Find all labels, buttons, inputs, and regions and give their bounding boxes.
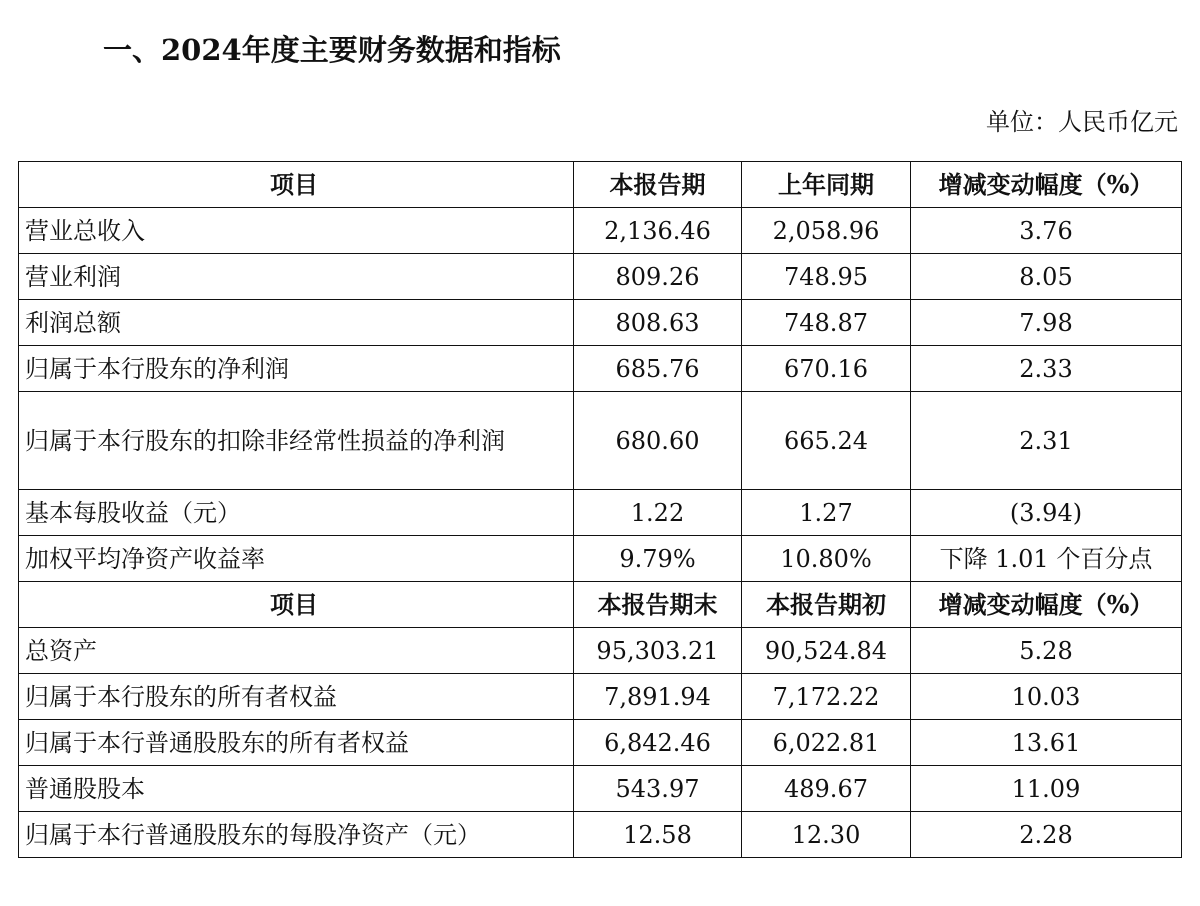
column-header-prior-year-period: 上年同期 [742,162,911,208]
row-label: 普通股股本 [19,766,574,812]
previous-value: 665.24 [742,392,911,490]
unit-label: 单位：人民币亿元 [986,108,1178,136]
table-row [19,490,1182,536]
current-value: 685.76 [574,346,742,392]
previous-value: 1.27 [742,490,911,536]
column-header-change-percent: 增减变动幅度（%） [911,582,1182,628]
row-label: 归属于本行股东的净利润 [19,346,574,392]
table-row [19,208,1182,254]
row-label: 归属于本行股东的扣除非经常性损益的净利润 [19,392,574,490]
current-value: 9.79% [574,536,742,582]
change-value: 7.98 [911,300,1182,346]
change-value: 2.28 [911,812,1182,858]
current-value: 12.58 [574,812,742,858]
change-value: 13.61 [911,720,1182,766]
current-value: 6,842.46 [574,720,742,766]
current-value: 680.60 [574,392,742,490]
column-header-change-percent: 增减变动幅度（%） [911,162,1182,208]
row-label: 基本每股收益（元） [19,490,574,536]
table-row [19,674,1182,720]
previous-value: 670.16 [742,346,911,392]
table-header-row [19,162,1182,208]
previous-value: 10.80% [742,536,911,582]
current-value: 543.97 [574,766,742,812]
row-label: 总资产 [19,628,574,674]
table-subheader-row [19,582,1182,628]
current-value: 95,303.21 [574,628,742,674]
table-row [19,392,1182,490]
change-value: (3.94) [911,490,1182,536]
table-row [19,300,1182,346]
previous-value: 489.67 [742,766,911,812]
row-label: 营业利润 [19,254,574,300]
previous-value: 6,022.81 [742,720,911,766]
column-header-item: 项目 [19,582,574,628]
current-value: 1.22 [574,490,742,536]
previous-value: 748.87 [742,300,911,346]
page-title: 一、2024年度主要财务数据和指标 [103,33,561,67]
current-value: 7,891.94 [574,674,742,720]
column-header-period-end: 本报告期末 [574,582,742,628]
previous-value: 12.30 [742,812,911,858]
column-header-current-period: 本报告期 [574,162,742,208]
row-label: 利润总额 [19,300,574,346]
column-header-item: 项目 [19,162,574,208]
column-header-period-start: 本报告期初 [742,582,911,628]
change-value: 下降 1.01 个百分点 [911,536,1182,582]
row-label: 加权平均净资产收益率 [19,536,574,582]
row-label: 归属于本行股东的所有者权益 [19,674,574,720]
current-value: 2,136.46 [574,208,742,254]
row-label: 归属于本行普通股股东的所有者权益 [19,720,574,766]
table-row [19,720,1182,766]
change-value: 10.03 [911,674,1182,720]
change-value: 2.31 [911,392,1182,490]
previous-value: 748.95 [742,254,911,300]
financial-data-table [18,161,1182,858]
table-row [19,536,1182,582]
current-value: 808.63 [574,300,742,346]
change-value: 2.33 [911,346,1182,392]
previous-value: 2,058.96 [742,208,911,254]
row-label: 营业总收入 [19,208,574,254]
change-value: 11.09 [911,766,1182,812]
previous-value: 7,172.22 [742,674,911,720]
change-value: 3.76 [911,208,1182,254]
table-row [19,628,1182,674]
current-value: 809.26 [574,254,742,300]
change-value: 8.05 [911,254,1182,300]
table-row [19,254,1182,300]
table-row [19,346,1182,392]
table-row [19,766,1182,812]
previous-value: 90,524.84 [742,628,911,674]
change-value: 5.28 [911,628,1182,674]
row-label: 归属于本行普通股股东的每股净资产（元） [19,812,574,858]
table-row [19,812,1182,858]
